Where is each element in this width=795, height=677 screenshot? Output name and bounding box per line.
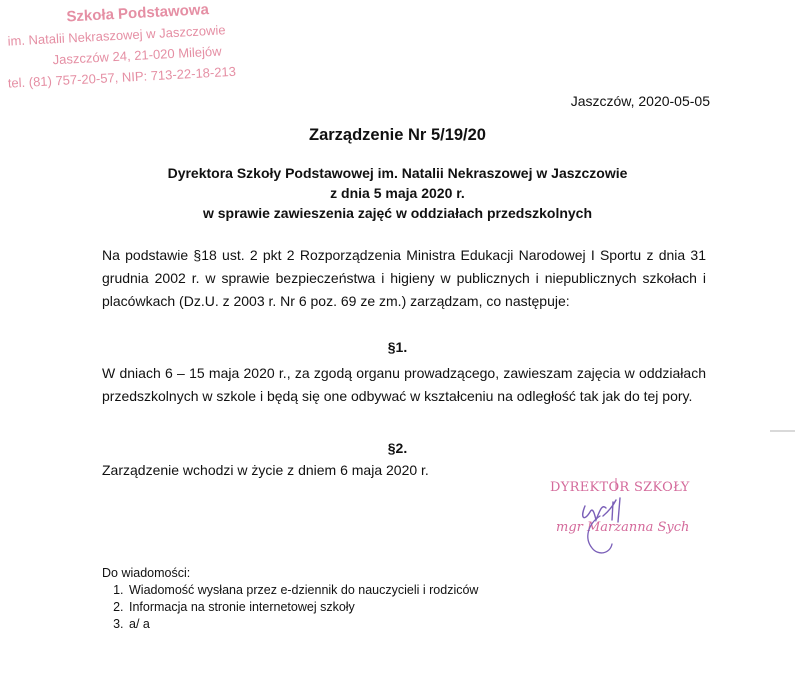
stamp-line-1: Szkoła Podstawowa bbox=[66, 1, 210, 26]
preamble-paragraph: Na podstawie §18 ust. 2 pkt 2 Rozporządzenia Ministra Edukacji Narodowej I Sportu z dnia 31 grudnia 2002 r. w sprawie bezpieczeństwa i higieny w publicznych i niepublicznych szkołach i placówkach (Dz.U. z 2003 r. Nr 6 poz. 69 ze zm.) zarządzam, co następuje: bbox=[102, 247, 706, 309]
handwritten-signature bbox=[540, 476, 720, 566]
school-stamp bbox=[0, 0, 274, 94]
section-2-text: Zarządzenie wchodzi w życie z dniem 6 maja 2020 r. bbox=[102, 462, 429, 478]
director-name: mgr Marzanna Sych bbox=[556, 520, 690, 535]
document-date: Jaszczów, 2020-05-05 bbox=[570, 93, 710, 109]
section-2-heading: §2. bbox=[387, 440, 408, 456]
stamp-line-4: tel. (81) 757-20-57, NIP: 713-22-18-213 bbox=[7, 63, 237, 91]
subtitle-line-1: Dyrektora Szkoły Podstawowej im. Natalii Nekraszowej w Jaszczowie bbox=[167, 165, 628, 181]
stamp-line-3: Jaszczów 24, 21-020 Milejów bbox=[52, 43, 222, 68]
section-1-text: W dniach 6 – 15 maja 2020 r., za zgodą organu prowadzącego, zawieszam zajęcia w oddziałach przedszkolnych w szkole i będą się one odbywać w kształceniu na odległość tak jak do tej pory. bbox=[102, 365, 706, 404]
list-item: 3. a/ a bbox=[127, 616, 478, 633]
distribution-list bbox=[102, 565, 478, 633]
stamp-line-2: im. Natalii Nekraszowej w Jaszczowie bbox=[7, 22, 226, 49]
list-item: 2. Informacja na stronie internetowej szkoły bbox=[127, 599, 478, 616]
subtitle-line-3: w sprawie zawieszenia zajęć w oddziałach przedszkolnych bbox=[202, 205, 593, 221]
scan-edge-mark bbox=[770, 430, 795, 432]
document-title: Zarządzenie Nr 5/19/20 bbox=[308, 126, 486, 144]
list-item: 1. Wiadomość wysłana przez e-dziennik do nauczycieli i rodziców bbox=[127, 582, 478, 599]
section-1-heading: §1. bbox=[387, 339, 408, 355]
document-subtitle bbox=[0, 163, 795, 223]
distribution-heading: Do wiadomości: bbox=[102, 566, 191, 580]
director-title: DYREKTOR SZKOŁY bbox=[550, 480, 690, 495]
subtitle-line-2: z dnia 5 maja 2020 r. bbox=[330, 185, 465, 201]
distribution-items bbox=[102, 582, 478, 633]
